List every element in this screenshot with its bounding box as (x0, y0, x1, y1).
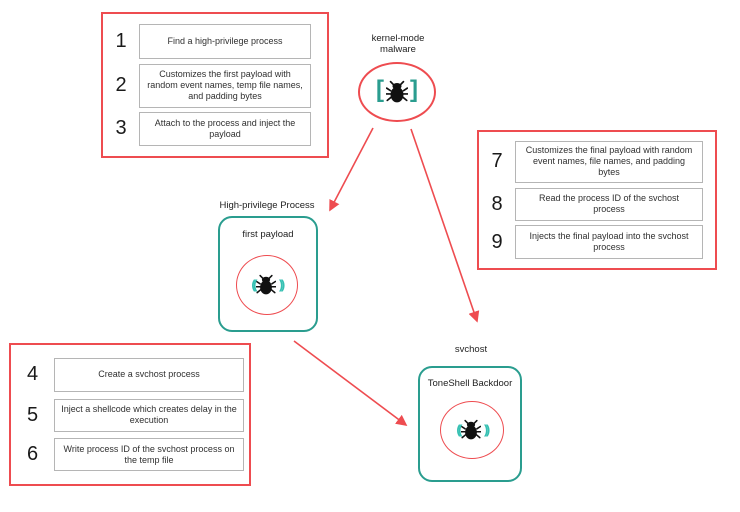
step-number: 3 (115, 117, 127, 140)
step-row (479, 188, 703, 221)
step-number: 4 (26, 363, 39, 386)
waves-left-icon: (( (456, 421, 460, 437)
step-number: 1 (115, 30, 127, 53)
step-number: 7 (491, 150, 503, 173)
high-privilege-process-node (218, 216, 318, 332)
steps-box-4-6 (9, 343, 251, 486)
bracket-right-icon: ] (410, 76, 418, 103)
waves-right-icon: )) (484, 421, 488, 437)
step-row (11, 358, 244, 392)
step-number: 9 (491, 230, 503, 253)
bug-icon (256, 274, 276, 296)
step-text-box: Create a svchost process (54, 358, 244, 392)
step-text-box: Read the process ID of the svchost process (515, 188, 703, 221)
svchost-label: svchost (454, 344, 488, 355)
waves-left-icon: (( (251, 276, 255, 292)
step-row (11, 399, 244, 432)
bug-icon (386, 80, 408, 104)
arrow-kernel-to-process (330, 128, 373, 210)
bug-icon (461, 419, 481, 441)
step-text-box: Injects the final payload into the svchost process (515, 225, 703, 259)
arrow-process-to-svchost (294, 341, 406, 425)
step-row (11, 438, 244, 471)
kernel-malware-label: kernel-mode malware (371, 33, 425, 55)
kernel-malware-node (358, 62, 436, 122)
step-number: 6 (26, 443, 39, 466)
steps-box-1-3 (101, 12, 329, 158)
infected-payload-circle (236, 255, 298, 315)
svchost-node (418, 366, 522, 482)
arrow-kernel-to-svchost (411, 129, 477, 321)
step-number: 2 (115, 74, 127, 96)
step-text-box: Customizes the final payload with random event names, file names, and padding bytes (515, 141, 703, 183)
step-text-box: Find a high-privilege process (139, 24, 311, 59)
infected-payload-circle (440, 401, 504, 459)
step-row (479, 225, 703, 259)
steps-box-7-9 (477, 130, 717, 270)
high-privilege-process-label: High-privilege Process (219, 200, 315, 211)
first-payload-label: first payload (242, 229, 294, 240)
step-text-box: Inject a shellcode which creates delay in the execution (54, 399, 244, 432)
waves-right-icon: )) (279, 276, 283, 292)
step-row (479, 141, 703, 183)
step-number: 8 (491, 192, 503, 215)
step-text-box: Customizes the first payload with random event names, temp file names, and padding bytes (139, 64, 311, 108)
step-row (103, 112, 311, 146)
toneshell-backdoor-label: ToneShell Backdoor (427, 378, 513, 389)
bracket-left-icon: [ (376, 76, 384, 103)
step-text-box: Write process ID of the svchost process on the temp file (54, 438, 244, 471)
step-number: 5 (26, 403, 39, 426)
step-row (103, 24, 311, 59)
step-text-box: Attach to the process and inject the payload (139, 112, 311, 146)
step-row (103, 64, 311, 108)
